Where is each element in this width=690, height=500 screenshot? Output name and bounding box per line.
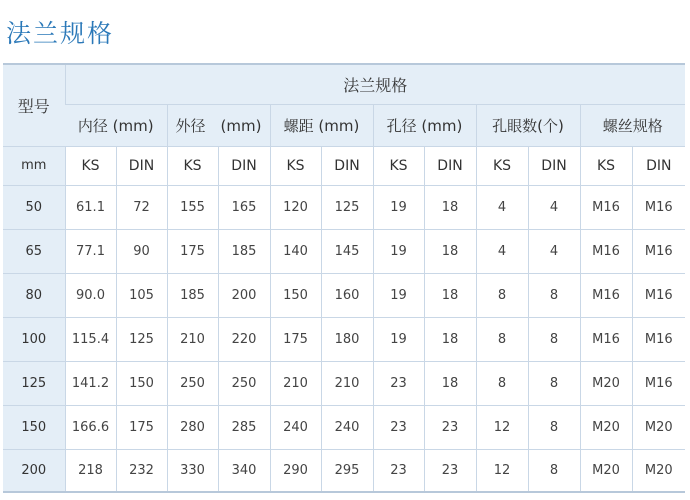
standard-code-ks: KS: [167, 146, 218, 185]
table-cell: 125: [321, 185, 373, 229]
row-model: 200: [3, 449, 65, 492]
table-cell: 8: [528, 405, 580, 449]
table-cell: 220: [218, 317, 270, 361]
row-model: 80: [3, 273, 65, 317]
table-cell: M16: [632, 229, 685, 273]
table-cell: 23: [424, 405, 476, 449]
table-cell: 155: [167, 185, 218, 229]
table-cell: 90: [116, 229, 167, 273]
table-cell: 160: [321, 273, 373, 317]
table-cell: M16: [632, 273, 685, 317]
row-model: 125: [3, 361, 65, 405]
table-cell: 250: [167, 361, 218, 405]
table-cell: 250: [218, 361, 270, 405]
table-cell: 18: [424, 185, 476, 229]
row-model: 150: [3, 405, 65, 449]
table-cell: 19: [373, 185, 424, 229]
row-model: 50: [3, 185, 65, 229]
table-cell: 166.6: [65, 405, 116, 449]
standard-code-din: DIN: [321, 146, 373, 185]
table-cell: 218: [65, 449, 116, 492]
table-cell: M20: [632, 449, 685, 492]
table-cell: M20: [580, 449, 632, 492]
table-cell: 210: [167, 317, 218, 361]
table-cell: M20: [632, 405, 685, 449]
table-row: [3, 273, 685, 317]
table-cell: 330: [167, 449, 218, 492]
table-row: [3, 405, 685, 449]
table-cell: 8: [528, 449, 580, 492]
standard-code-ks: KS: [65, 146, 116, 185]
table-cell: 280: [167, 405, 218, 449]
row-model: 65: [3, 229, 65, 273]
table-cell: 18: [424, 361, 476, 405]
col-header-hole-diameter: 孔径 (mm): [373, 104, 476, 146]
table-cell: 61.1: [65, 185, 116, 229]
model-header: 型号: [3, 64, 65, 146]
table-cell: 23: [373, 449, 424, 492]
standard-code-ks: KS: [580, 146, 632, 185]
table-cell: 285: [218, 405, 270, 449]
table-cell: 141.2: [65, 361, 116, 405]
table-cell: 340: [218, 449, 270, 492]
table-cell: M16: [632, 317, 685, 361]
table-cell: 8: [476, 317, 528, 361]
standard-code-din: DIN: [528, 146, 580, 185]
col-header-bolt-spec: 螺丝规格: [580, 104, 685, 146]
table-cell: M16: [580, 229, 632, 273]
flange-spec-group-header: 法兰规格: [65, 64, 685, 104]
table-cell: 150: [270, 273, 321, 317]
table-cell: 175: [167, 229, 218, 273]
table-cell: 210: [321, 361, 373, 405]
page-title: 法兰规格: [6, 19, 115, 48]
table-cell: 4: [528, 229, 580, 273]
col-header-outer-diameter: 外径 (mm): [167, 104, 270, 146]
table-cell: 23: [424, 449, 476, 492]
standard-code-din: DIN: [424, 146, 476, 185]
table-cell: 8: [476, 273, 528, 317]
table-cell: 19: [373, 229, 424, 273]
table-cell: 8: [528, 361, 580, 405]
table-cell: 290: [270, 449, 321, 492]
row-model: 100: [3, 317, 65, 361]
col-header-hole-count: 孔眼数(个): [476, 104, 580, 146]
table-row: [3, 449, 685, 492]
table-cell: 165: [218, 185, 270, 229]
unit-cell: mm: [3, 146, 65, 185]
table-cell: 210: [270, 361, 321, 405]
standard-code-ks: KS: [270, 146, 321, 185]
table-cell: 125: [116, 317, 167, 361]
table-cell: 185: [218, 229, 270, 273]
table-cell: 19: [373, 273, 424, 317]
standard-code-ks: KS: [476, 146, 528, 185]
table-cell: 8: [476, 361, 528, 405]
table-cell: 19: [373, 317, 424, 361]
standard-code-din: DIN: [218, 146, 270, 185]
table-cell: 120: [270, 185, 321, 229]
standard-code-din: DIN: [632, 146, 685, 185]
table-cell: M16: [580, 317, 632, 361]
table-cell: 185: [167, 273, 218, 317]
col-header-inner-diameter: 内径 (mm): [65, 104, 167, 146]
table-cell: 8: [528, 273, 580, 317]
table-row: [3, 229, 685, 273]
table-cell: 72: [116, 185, 167, 229]
standard-code-din: DIN: [116, 146, 167, 185]
table-cell: 12: [476, 449, 528, 492]
table-cell: 105: [116, 273, 167, 317]
table-cell: M20: [580, 361, 632, 405]
table-cell: 90.0: [65, 273, 116, 317]
table-cell: 18: [424, 317, 476, 361]
table-row: [3, 185, 685, 229]
table-row: [3, 317, 685, 361]
table-cell: 175: [270, 317, 321, 361]
table-cell: 232: [116, 449, 167, 492]
table-cell: 240: [321, 405, 373, 449]
table-cell: 4: [476, 185, 528, 229]
table-cell: M20: [580, 405, 632, 449]
col-header-bolt-pitch: 螺距 (mm): [270, 104, 373, 146]
table-cell: 23: [373, 361, 424, 405]
table-cell: 12: [476, 405, 528, 449]
table-cell: 140: [270, 229, 321, 273]
table-cell: 4: [476, 229, 528, 273]
table-cell: 180: [321, 317, 373, 361]
table-cell: 77.1: [65, 229, 116, 273]
standard-code-ks: KS: [373, 146, 424, 185]
table-cell: 145: [321, 229, 373, 273]
table-cell: 23: [373, 405, 424, 449]
table-row: [3, 361, 685, 405]
table-cell: 150: [116, 361, 167, 405]
table-cell: M16: [632, 361, 685, 405]
table-cell: 240: [270, 405, 321, 449]
table-cell: M16: [580, 273, 632, 317]
table-cell: M16: [580, 185, 632, 229]
table-cell: 18: [424, 229, 476, 273]
table-cell: 295: [321, 449, 373, 492]
table-cell: 175: [116, 405, 167, 449]
table-cell: M16: [632, 185, 685, 229]
table-cell: 200: [218, 273, 270, 317]
table-cell: 18: [424, 273, 476, 317]
table-cell: 4: [528, 185, 580, 229]
table-cell: 115.4: [65, 317, 116, 361]
flange-spec-table: [3, 63, 685, 493]
table-cell: 8: [528, 317, 580, 361]
